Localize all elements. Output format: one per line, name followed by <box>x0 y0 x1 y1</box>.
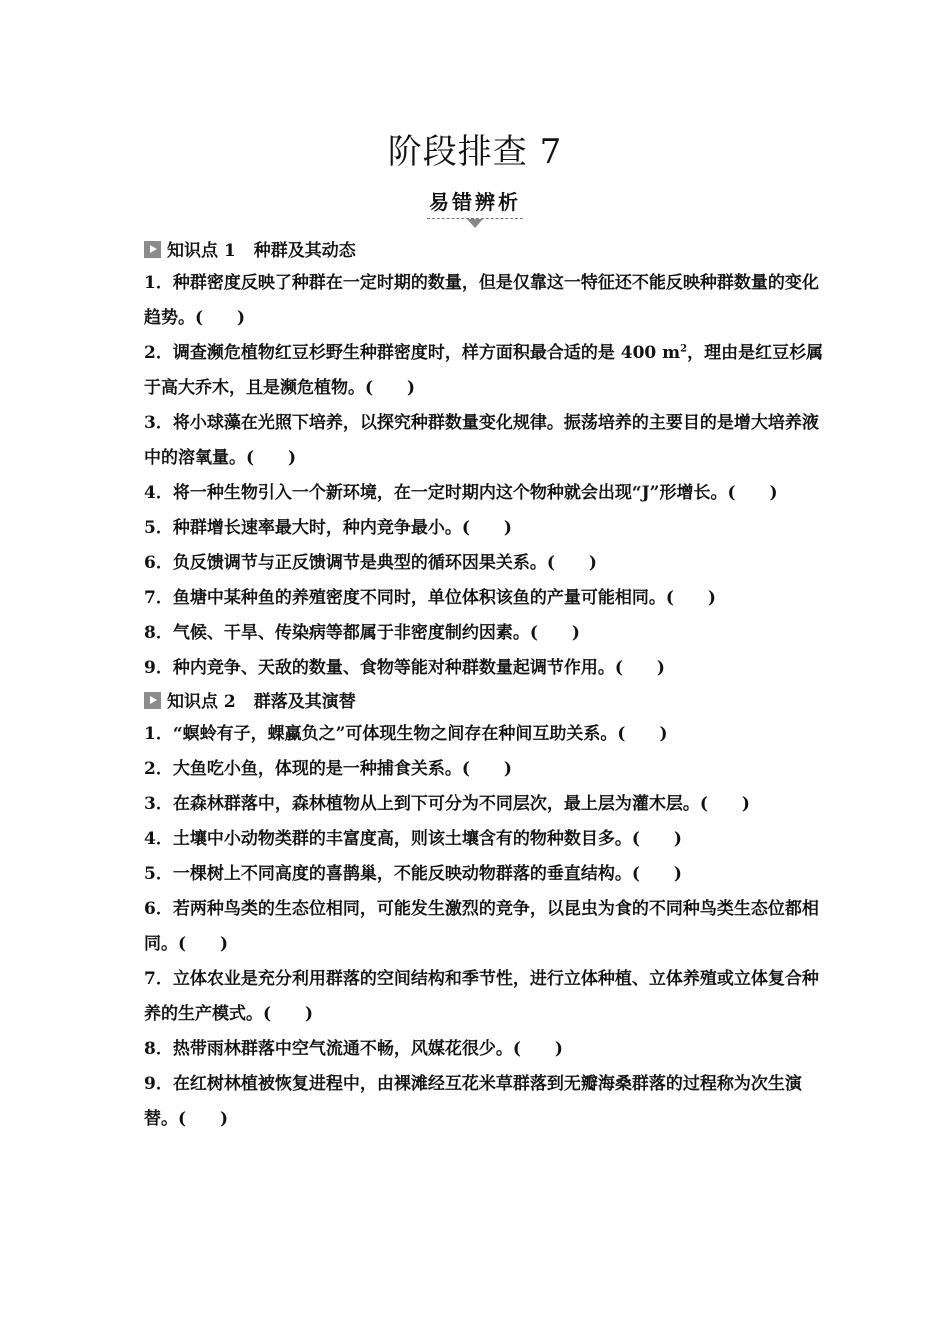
list-item <box>144 476 824 511</box>
item-text: 负反馈调节与正反馈调节是典型的循环因果关系。( ) <box>172 553 597 573</box>
item-text: 立体农业是充分利用群落的空间结构和季节性，进行立体种植、立体养殖或立体复合种养的生产模式。( ) <box>144 969 819 1024</box>
section-heading-1 <box>144 237 824 266</box>
item-text: 鱼塘中某种鱼的养殖密度不同时，单位体积该鱼的产量可能相同。( ) <box>172 588 716 608</box>
section-label: 知识点 2 <box>167 692 236 712</box>
item-number: 8． <box>144 623 173 643</box>
item-text: 土壤中小动物类群的丰富度高，则该土壤含有的物种数目多。( ) <box>172 829 682 849</box>
section-subtitle <box>427 186 523 219</box>
item-text: 在森林群落中，森林植物从上到下可分为不同层次，最上层为灌木层。( ) <box>172 794 750 814</box>
item-number: 1． <box>144 724 173 744</box>
item-text: 热带雨林群落中空气流通不畅，风媒花很少。( ) <box>172 1039 563 1059</box>
item-number: 8． <box>144 1039 173 1059</box>
item-text: 调查濒危植物红豆杉野生种群密度时，样方面积最合适的是 400 m <box>172 343 681 363</box>
list-item <box>144 892 824 962</box>
item-number: 6． <box>144 553 173 573</box>
page-title: 阶段排查 7 <box>387 132 563 172</box>
item-number: 3． <box>144 413 173 433</box>
item-number: 6． <box>144 899 173 919</box>
list-item <box>144 546 824 581</box>
play-icon <box>144 692 161 709</box>
item-text-cont: ，理由是红豆杉属于高大乔木，且是濒危植物。( ) <box>144 343 824 398</box>
item-number: 3． <box>144 794 173 814</box>
section-label: 知识点 1 <box>167 241 236 261</box>
list-item <box>144 266 824 336</box>
item-text: 在红树林植被恢复进程中，由裸滩经互花米草群落到无瓣海桑群落的过程称为次生演替。( ) <box>144 1074 802 1129</box>
item-text: 大鱼吃小鱼，体现的是一种捕食关系。( ) <box>172 759 512 779</box>
list-item <box>144 717 824 752</box>
subtitle-wrapper <box>0 186 950 219</box>
item-text: 气候、干旱、传染病等都属于非密度制约因素。( ) <box>172 623 580 643</box>
list-item <box>144 1067 824 1137</box>
list-item <box>144 752 824 787</box>
item-number: 7． <box>144 969 173 989</box>
item-number: 2． <box>144 759 173 779</box>
list-item <box>144 406 824 476</box>
section-name: 种群及其动态 <box>253 241 356 261</box>
list-item <box>144 857 824 892</box>
list-item <box>144 581 824 616</box>
list-item <box>144 511 824 546</box>
item-number: 1． <box>144 273 173 293</box>
content-body <box>144 235 824 1137</box>
section-heading-2 <box>144 688 824 717</box>
item-number: 7． <box>144 588 173 608</box>
list-item <box>144 822 824 857</box>
item-text: 将小球藻在光照下培养，以探究种群数量变化规律。振荡培养的主要目的是增大培养液中的溶氧量。( ) <box>144 413 819 468</box>
list-item <box>144 1032 824 1067</box>
list-item <box>144 962 824 1032</box>
item-number: 9． <box>144 658 173 678</box>
subtitle-text: 易错辨析 <box>429 190 521 214</box>
list-item <box>144 787 824 822</box>
section-name: 群落及其演替 <box>253 692 356 712</box>
item-text: “螟蛉有子，蜾蠃负之”可体现生物之间存在种间互助关系。( ) <box>172 724 668 744</box>
item-number: 4． <box>144 829 173 849</box>
down-arrow-icon <box>467 219 483 228</box>
item-text: 将一种生物引入一个新环境，在一定时期内这个物种就会出现“J”形增长。( ) <box>172 483 778 503</box>
item-number: 2． <box>144 343 173 363</box>
play-icon <box>144 241 161 258</box>
item-text: 种群密度反映了种群在一定时期的数量，但是仅靠这一特征还不能反映种群数量的变化趋势。( ) <box>144 273 819 328</box>
list-item <box>144 651 824 686</box>
item-text: 种群增长速率最大时，种内竞争最小。( ) <box>172 518 512 538</box>
item-number: 4． <box>144 483 173 503</box>
item-number: 9． <box>144 1074 173 1094</box>
list-item <box>144 336 824 406</box>
item-text: 若两种鸟类的生态位相同，可能发生激烈的竞争，以昆虫为食的不同种鸟类生态位都相同。( ) <box>144 899 819 954</box>
item-number: 5． <box>144 864 173 884</box>
list-item <box>144 616 824 651</box>
item-text: 一棵树上不同高度的喜鹊巢，不能反映动物群落的垂直结构。( ) <box>172 864 682 884</box>
item-text: 种内竞争、天敌的数量、食物等能对种群数量起调节作用。( ) <box>172 658 665 678</box>
item-number: 5． <box>144 518 173 538</box>
superscript: 2 <box>680 343 688 355</box>
